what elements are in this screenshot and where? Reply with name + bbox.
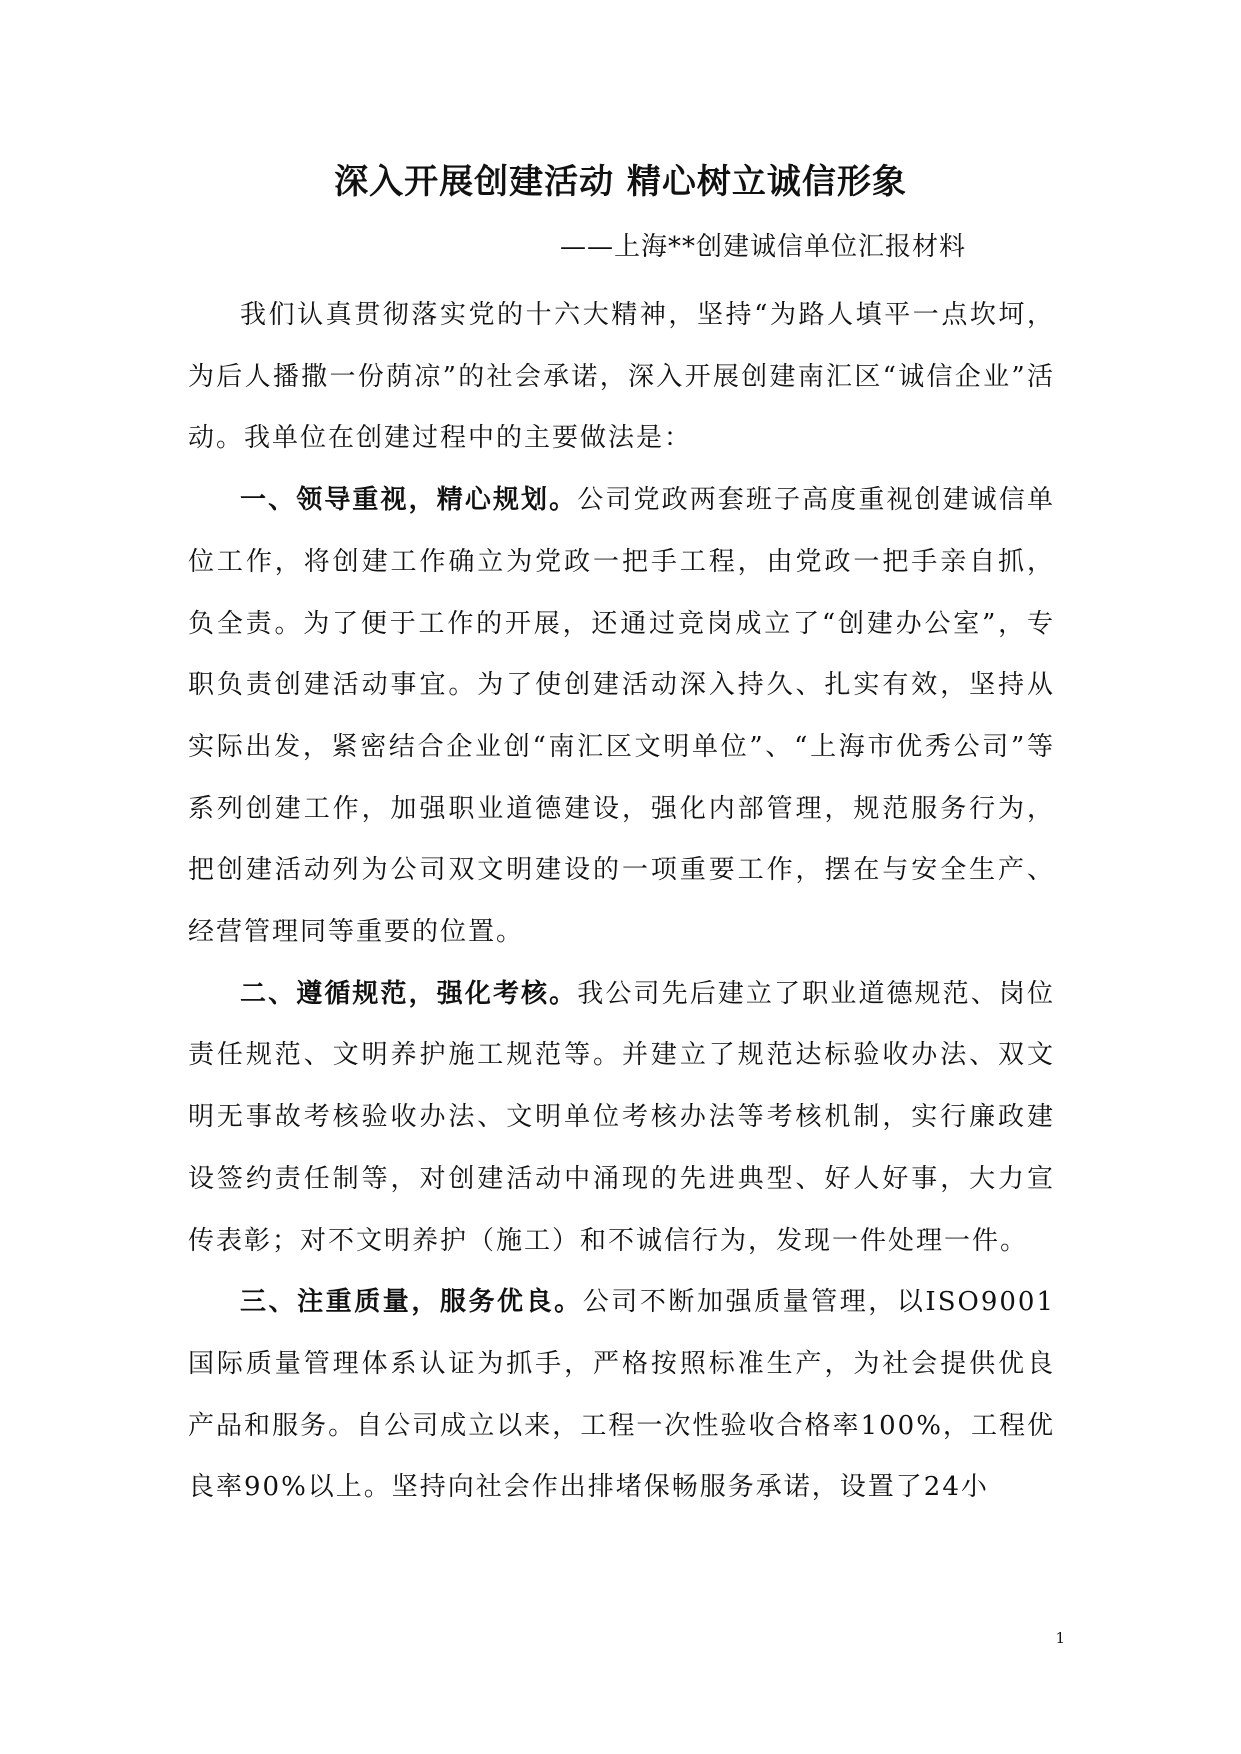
section-text-3: 公司不断加强质量管理，以ISO9001国际质量管理体系认证为抓手，严格按照标准生产，为社会提供优良产品和服务。自公司成立以来，工程一次性验收合格率100%，工程优良率90%以上。坚持向社会作出排堵保畅服务承诺，设置了24小: [188, 1287, 1055, 1503]
intro-paragraph: [188, 285, 1055, 470]
section-text-2: 我公司先后建立了职业道德规范、岗位责任规范、文明养护施工规范等。并建立了规范达标验收办法、双文明无事故考核验收办法、文明单位考核办法等考核机制，实行廉政建设签约责任制等，对创建活动中涌现的先进典型、好人好事，大力宣传表彰；对不文明养护（施工）和不诚信行为，发现一件处理一件。: [188, 978, 1055, 1256]
intro-text: 我们认真贯彻落实党的十六大精神，坚持“为路人填平一点坎坷，为后人播撒一份荫凉”的社会承诺，深入开展创建南汇区“诚信企业”活动。我单位在创建过程中的主要做法是：: [188, 300, 1055, 454]
section-paragraph-3: [188, 1272, 1055, 1519]
section-text-1: 公司党政两套班子高度重视创建诚信单位工作，将创建工作确立为党政一把手工程，由党政一把手亲自抓，负全责。为了便于工作的开展，还通过竞岗成立了“创建办公室”，专职负责创建活动事宜。为了使创建活动深入持久、扎实有效，坚持从实际出发，紧密结合企业创“南汇区文明单位”、“上海市优秀公司”等系列创建工作，加强职业道德建设，强化内部管理，规范服务行为，把创建活动列为公司双文明建设的一项重要工作，摆在与安全生产、经营管理同等重要的位置。: [188, 485, 1055, 948]
document-body: [188, 285, 1055, 1519]
section-heading-2: 二、遵循规范，强化考核。: [240, 978, 578, 1009]
page-number: 1: [1055, 1629, 1065, 1647]
section-paragraph-2: [188, 964, 1055, 1273]
section-heading-3: 三、注重质量，服务优良。: [240, 1287, 583, 1318]
section-paragraph-1: [188, 470, 1055, 964]
document-subtitle: ——上海**创建诚信单位汇报材料: [560, 232, 967, 262]
document-title: 深入开展创建活动 精心树立诚信形象: [334, 162, 907, 202]
section-heading-1: 一、领导重视，精心规划。: [240, 485, 578, 516]
